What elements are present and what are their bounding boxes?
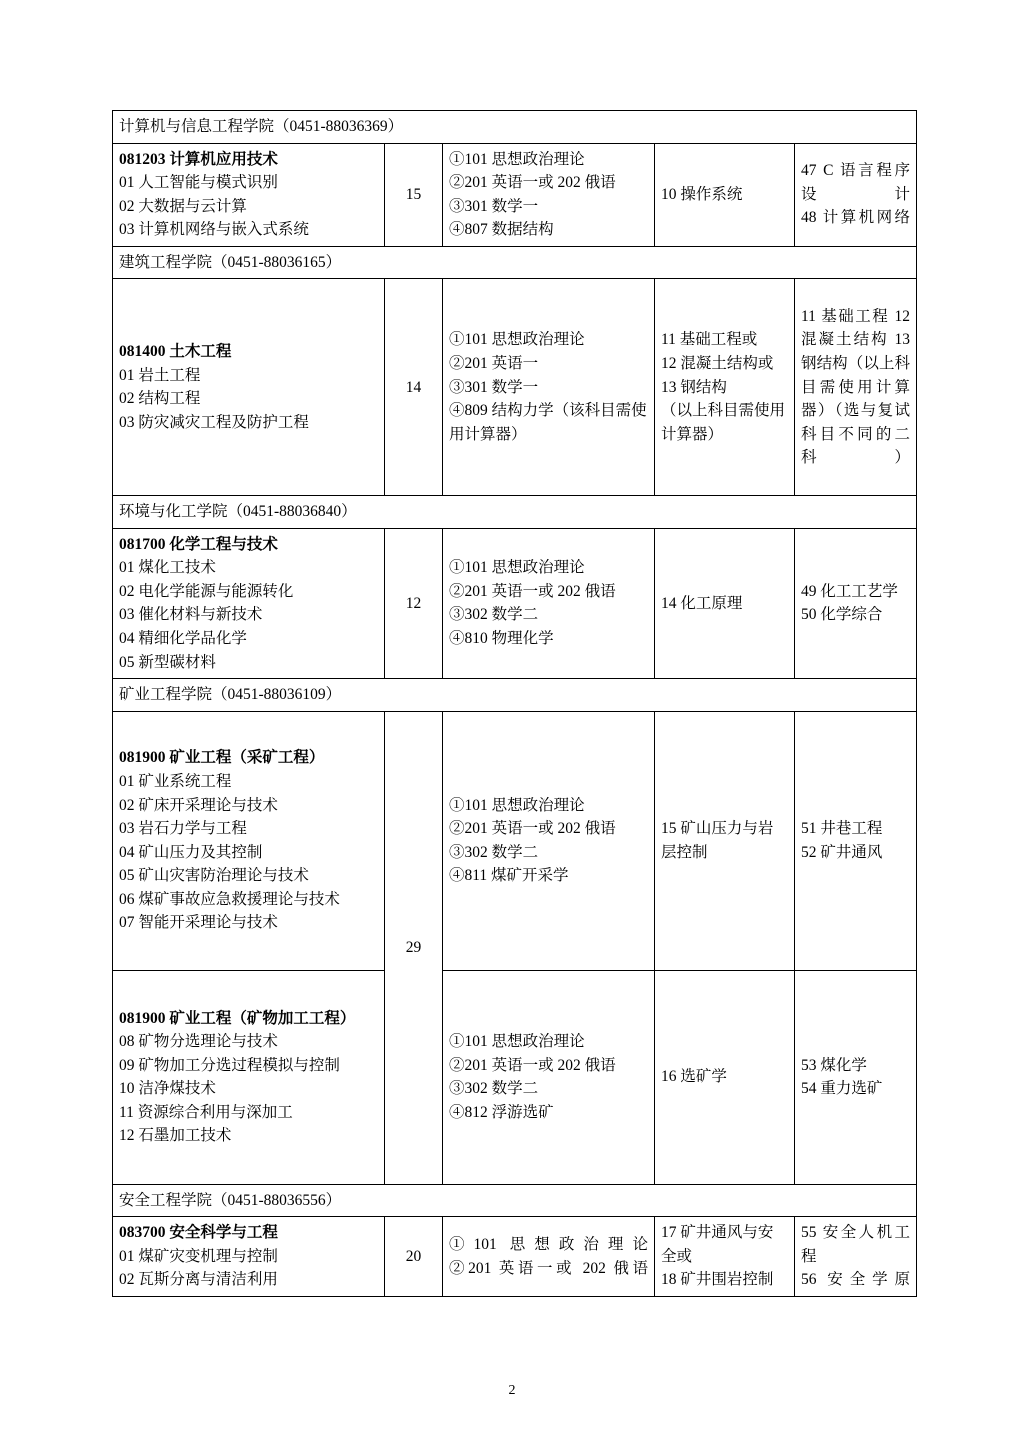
- enrollment-count: 12: [385, 528, 443, 678]
- extra-line: 56 安全学原: [801, 1271, 911, 1289]
- retest-line: 18 矿井围岩控制: [661, 1271, 774, 1289]
- exam-line: ①101 思想政治理论: [449, 559, 585, 577]
- extra-subjects-cell: [795, 711, 917, 970]
- retest-line: 11 基础工程或: [661, 331, 758, 349]
- retest-line: 17 矿井通风与安全或: [661, 1224, 774, 1265]
- extra-line: 52 矿井通风: [801, 843, 883, 861]
- exam-line: ④809 结构力学（该科目需使用计算器）: [449, 402, 647, 443]
- extra-subjects-cell: [795, 143, 917, 246]
- retest-subjects-cell: [655, 143, 795, 246]
- extra-line: 55 安全人机工程: [801, 1224, 911, 1265]
- exam-line: ②201 英语一或 202 俄语: [449, 1056, 616, 1074]
- table-row: [113, 711, 917, 970]
- direction-line: 07 智能开采理论与技术: [119, 914, 278, 932]
- retest-line: 16 选矿学: [661, 1068, 727, 1086]
- direction-line: 03 防灾减灾工程及防护工程: [119, 413, 309, 431]
- retest-subjects-cell: [655, 1217, 795, 1297]
- department-row: [113, 111, 917, 144]
- extra-line: 51 井巷工程: [801, 820, 883, 838]
- direction-line: 09 矿物加工分选过程模拟与控制: [119, 1056, 340, 1074]
- enrollment-count: 14: [385, 279, 443, 496]
- enrollment-count: 20: [385, 1217, 443, 1297]
- direction-line: 12 石墨加工技术: [119, 1127, 232, 1145]
- department-row: [113, 1184, 917, 1217]
- major-title: 081400 土木工程: [119, 343, 232, 361]
- exam-subjects-cell: [443, 711, 655, 970]
- direction-line: 03 岩石力学与工程: [119, 820, 247, 838]
- extra-line: 54 重力选矿: [801, 1080, 883, 1098]
- enrollment-count: 29: [385, 711, 443, 1184]
- department-name: 环境与化工学院（0451-88036840）: [113, 496, 917, 529]
- direction-line: 04 精细化学品化学: [119, 630, 247, 648]
- direction-line: 03 催化材料与新技术: [119, 606, 263, 624]
- department-name: 矿业工程学院（0451-88036109）: [113, 679, 917, 712]
- exam-subjects-cell: [443, 528, 655, 678]
- department-name: 计算机与信息工程学院（0451-88036369）: [113, 111, 917, 144]
- exam-line: ③301 数学一: [449, 378, 539, 396]
- direction-line: 10 洁净煤技术: [119, 1080, 216, 1098]
- exam-line: ④811 煤矿开采学: [449, 867, 569, 885]
- major-title: 081900 矿业工程（采矿工程）: [119, 749, 325, 767]
- direction-line: 01 矿业系统工程: [119, 773, 232, 791]
- major-cell: [113, 970, 385, 1184]
- department-name: 建筑工程学院（0451-88036165）: [113, 246, 917, 279]
- retest-line: 12 混凝土结构或: [661, 354, 774, 372]
- retest-subjects-cell: [655, 528, 795, 678]
- extra-subjects-cell: [795, 970, 917, 1184]
- direction-line: 05 新型碳材料: [119, 653, 216, 671]
- direction-line: 02 矿床开采理论与技术: [119, 796, 278, 814]
- extra-line: 48 计算机网络: [801, 209, 911, 227]
- retest-line: 14 化工原理: [661, 594, 743, 612]
- exam-line: ④810 物理化学: [449, 630, 554, 648]
- enrollment-count: 15: [385, 143, 443, 246]
- major-title: 081203 计算机应用技术: [119, 150, 278, 168]
- retest-subjects-cell: [655, 711, 795, 970]
- direction-line: 01 煤矿灾变机理与控制: [119, 1247, 278, 1265]
- retest-line: （以上科目需使用计算器）: [661, 402, 786, 443]
- extra-line: 49 化工工艺学: [801, 582, 898, 600]
- exam-subjects-cell: [443, 279, 655, 496]
- major-cell: [113, 279, 385, 496]
- exam-line: ①101 思想政治理论: [449, 1235, 648, 1253]
- direction-line: 11 资源综合利用与深加工: [119, 1103, 293, 1121]
- department-name: 安全工程学院（0451-88036556）: [113, 1184, 917, 1217]
- direction-line: 03 计算机网络与嵌入式系统: [119, 221, 309, 239]
- extra-line: 53 煤化学: [801, 1056, 867, 1074]
- exam-subjects-cell: [443, 970, 655, 1184]
- exam-line: ②201 英语一或 202 俄语: [449, 820, 616, 838]
- exam-line: ③302 数学二: [449, 843, 539, 861]
- admissions-table: [112, 110, 917, 1297]
- exam-line: ②201 英语一或 202 俄语: [449, 174, 616, 192]
- direction-line: 01 人工智能与模式识别: [119, 174, 278, 192]
- major-title: 081900 矿业工程（矿物加工工程）: [119, 1009, 356, 1027]
- exam-line: ①101 思想政治理论: [449, 150, 585, 168]
- department-row: [113, 679, 917, 712]
- extra-line: 50 化学综合: [801, 606, 883, 624]
- direction-line: 01 煤化工技术: [119, 559, 216, 577]
- retest-line: 13 钢结构: [661, 378, 727, 396]
- extra-subjects-cell: [795, 1217, 917, 1297]
- major-title: 081700 化学工程与技术: [119, 535, 278, 553]
- exam-line: ④812 浮游选矿: [449, 1103, 554, 1121]
- exam-line: ③302 数学二: [449, 606, 539, 624]
- exam-line: ②201 英语一或 202 俄语: [449, 582, 616, 600]
- exam-line: ①101 思想政治理论: [449, 1033, 585, 1051]
- major-cell: [113, 143, 385, 246]
- extra-subjects-cell: [795, 528, 917, 678]
- exam-line: ③302 数学二: [449, 1080, 539, 1098]
- exam-line: ②201 英语一: [449, 354, 539, 372]
- direction-line: 02 瓦斯分离与清洁利用: [119, 1271, 278, 1289]
- table-row: [113, 279, 917, 496]
- direction-line: 06 煤矿事故应急救援理论与技术: [119, 890, 340, 908]
- retest-line: 15 矿山压力与岩层控制: [661, 820, 774, 861]
- table-row: [113, 528, 917, 678]
- exam-line: ④807 数据结构: [449, 221, 554, 239]
- extra-line: 47 C 语言程序设计: [801, 162, 911, 203]
- direction-line: 02 电化学能源与能源转化: [119, 582, 294, 600]
- department-row: [113, 496, 917, 529]
- department-row: [113, 246, 917, 279]
- direction-line: 08 矿物分选理论与技术: [119, 1033, 278, 1051]
- exam-subjects-cell: [443, 1217, 655, 1297]
- exam-line: ①101 思想政治理论: [449, 331, 585, 349]
- major-title: 083700 安全科学与工程: [119, 1224, 278, 1242]
- major-cell: [113, 528, 385, 678]
- direction-line: 01 岩土工程: [119, 366, 201, 384]
- extra-subjects-cell: [795, 279, 917, 496]
- exam-line: ③301 数学一: [449, 197, 539, 215]
- extra-line: 11 基础工程 12 混凝土结构 13 钢结构（以上科目需使用计算器）（选与复试科目不同的二科）: [801, 307, 911, 467]
- direction-line: 02 大数据与云计算: [119, 197, 247, 215]
- retest-subjects-cell: [655, 279, 795, 496]
- major-cell: [113, 1217, 385, 1297]
- direction-line: 04 矿山压力及其控制: [119, 843, 263, 861]
- retest-line: 10 操作系统: [661, 185, 743, 203]
- page-number: 2: [508, 1383, 516, 1398]
- table-row: [113, 1217, 917, 1297]
- exam-subjects-cell: [443, 143, 655, 246]
- exam-line: ①101 思想政治理论: [449, 796, 585, 814]
- major-cell: [113, 711, 385, 970]
- retest-subjects-cell: [655, 970, 795, 1184]
- direction-line: 05 矿山灾害防治理论与技术: [119, 867, 309, 885]
- table-row: [113, 143, 917, 246]
- direction-line: 02 结构工程: [119, 390, 201, 408]
- exam-line: ②201 英语一或 202 俄语: [449, 1259, 648, 1277]
- table-row: [113, 970, 917, 1184]
